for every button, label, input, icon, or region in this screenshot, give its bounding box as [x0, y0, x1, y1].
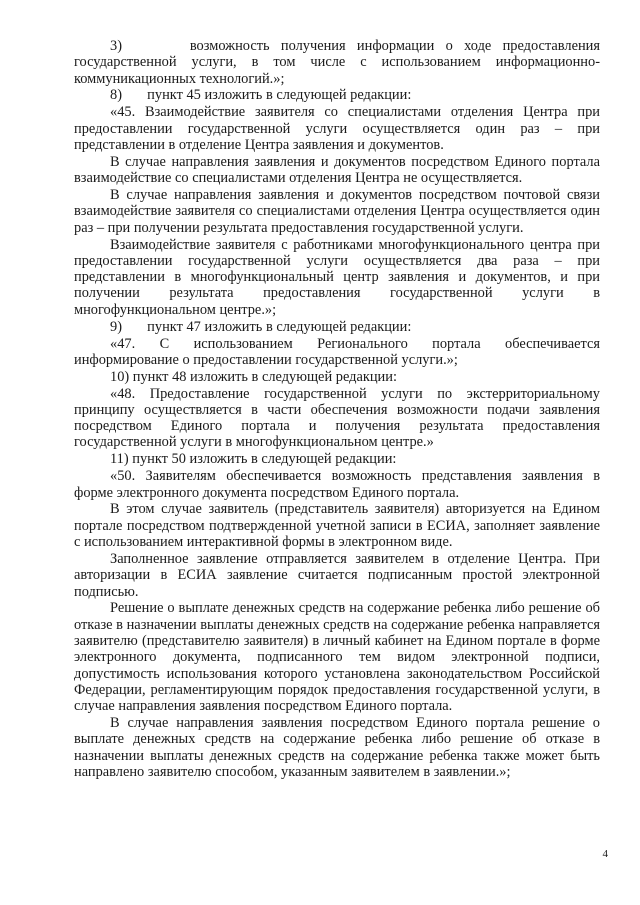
- paragraph-45-mfc: Взаимодействие заявителя с работниками многофункционального центра при предоставлении государственной услуги осуществляется два раза – при представлении в многофункциональный центр заявления и документов, и при получении результата предоставления государственной услуги в многофункциональном центре.»;: [74, 236, 600, 318]
- paragraph-45-main: «45. Взаимодействие заявителя со специалистами отделения Центра при предоставлении государственной услуги осуществляется один раз – при представлении в отделение Центра заявления и документов.: [74, 104, 600, 153]
- paragraph-50-main: «50. Заявителям обеспечивается возможность представления заявления в форме электронного документа посредством Единого портала.: [74, 468, 600, 501]
- paragraph-50-decision: Решение о выплате денежных средств на содержание ребенка либо решение об отказе в назначении выплаты денежных средств на содержание ребенка направляется заявителю (представителю заявителя) в личный кабинет на Едином портале в форме электронного документа, подписанного тем видом электронной подписи, допустимость использования которого установлена законодательством Российской Федерации, регламентирующим порядок предоставления государственной услуги, в случае направления заявления посредством Единого портала.: [74, 600, 600, 715]
- paragraph-50-delivery: В случае направления заявления посредством Единого портала решение о выплате денежных средств на содержание ребенка либо решение об отказе в назначении выплаты денежных средств на содержание ребенка также может быть направлено заявителю способом, указанным заявителем в заявлении.»;: [74, 715, 600, 780]
- document-body: [74, 38, 600, 781]
- paragraph-47: «47. С использованием Регионального портала обеспечивается информирование о предоставлении государственной услуги.»;: [74, 335, 600, 368]
- paragraph-45-mail: В случае направления заявления и документов посредством почтовой связи взаимодействие заявителя со специалистами отделения Центра осуществляется один раз – при получении результата предоставления государственной услуги.: [74, 187, 600, 236]
- paragraph-45-portal: В случае направления заявления и документов посредством Единого портала взаимодействие со специалистами отделения Центра не осуществляется.: [74, 153, 600, 187]
- paragraph-point-10: 10) пункт 48 изложить в следующей редакции:: [110, 368, 397, 385]
- paragraph-item-3: 3) возможность получения информации о ходе предоставления государственной услуги, в том числе с использованием информационно-коммуникационных технологий.»;: [74, 38, 600, 87]
- paragraph-48: «48. Предоставление государственной услуги по экстерриториальному принципу осуществляется в части обеспечения возможности подачи заявления посредством Единого портала и получения результата предоставления государственной услуги в многофункциональном центре.»: [74, 385, 600, 451]
- paragraph-point-9: 9) пункт 47 изложить в следующей редакции:: [110, 318, 412, 335]
- paragraph-point-11: 11) пункт 50 изложить в следующей редакции:: [110, 451, 397, 468]
- paragraph-50-authorization: В этом случае заявитель (представитель заявителя) авторизуется на Едином портале посредством подтвержденной учетной записи в ЕСИА, заполняет заявление с использованием интерактивной формы в электронном виде.: [74, 501, 600, 551]
- paragraph-point-8: 8) пункт 45 изложить в следующей редакции:: [110, 87, 412, 104]
- paragraph-50-signature: Заполненное заявление отправляется заявителем в отделение Центра. При авторизации в ЕСИА заявление считается подписанным простой электронной подписью.: [74, 550, 600, 600]
- page-number: 4: [602, 848, 608, 860]
